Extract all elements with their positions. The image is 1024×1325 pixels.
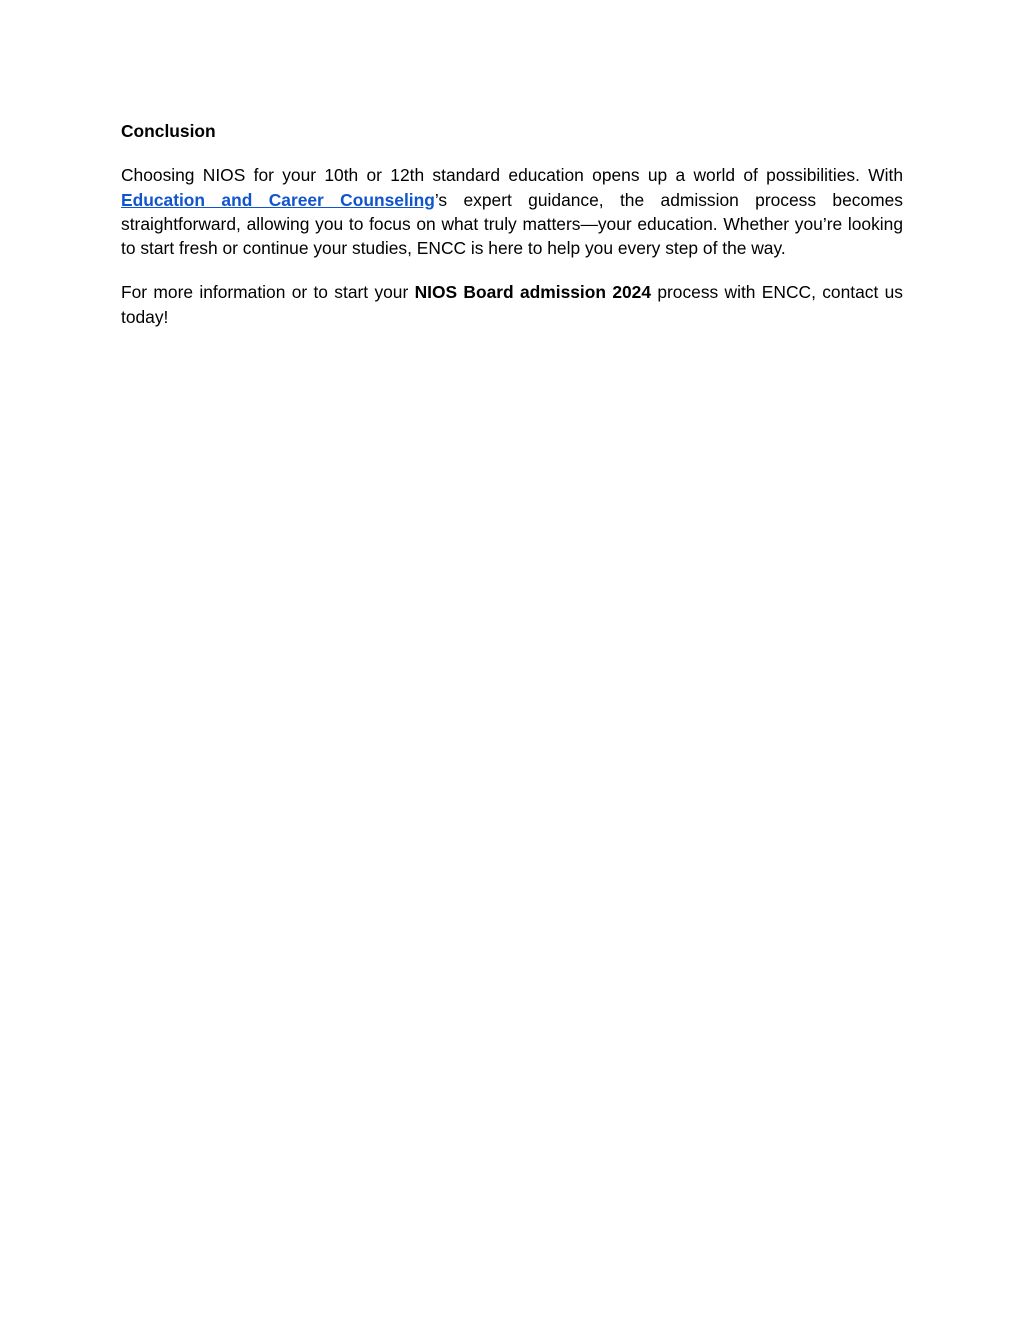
admission-highlight: NIOS Board admission 2024 [414, 282, 652, 303]
paragraph-rest-text: ’s expert guidance, the admission process becomes straightforward, allowing you to focus on what truly matters—your education. Whether you’re looking to start fresh or continue your studies, ENCC is here to help you every step of the way. [121, 189, 903, 259]
document-body [121, 119, 903, 349]
section-heading: Conclusion [121, 121, 216, 141]
paragraph-intro-text: Choosing NIOS for your 10th or 12th standard education opens up a world of possibilities. With [121, 165, 903, 186]
contact-paragraph [121, 280, 903, 329]
contact-rest-text: process with ENCC, contact us today! [121, 282, 903, 327]
education-career-counseling-link[interactable]: Education and Career Counseling [121, 189, 435, 210]
conclusion-paragraph [121, 163, 903, 260]
contact-intro-text: For more information or to start your [121, 282, 415, 303]
